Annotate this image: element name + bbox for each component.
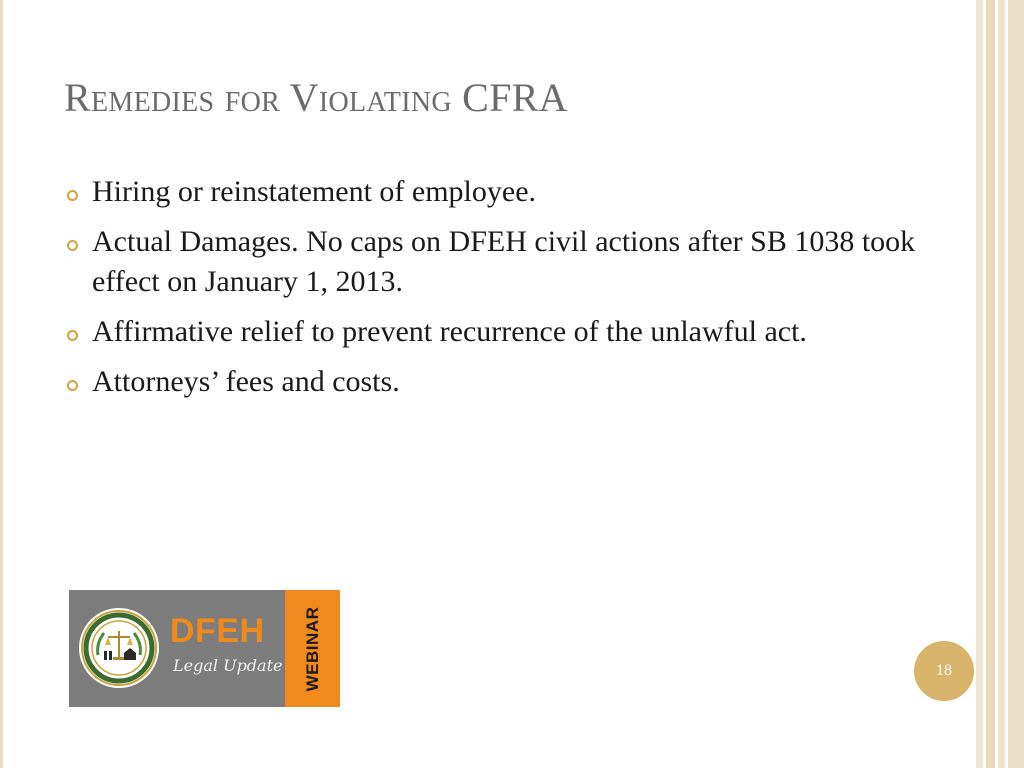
bullet-item (64, 222, 964, 302)
ring-bullet-icon (67, 240, 78, 251)
bullet-text: Actual Damages. No caps on DFEH civil actions after SB 1038 took effect on January 1, 2013. (92, 225, 916, 298)
dfeh-webinar-logo (69, 590, 340, 707)
bullet-text: Affirmative relief to prevent recurrence of the unlawful act. (92, 315, 807, 348)
bullet-text: Attorneys’ fees and costs. (92, 365, 400, 398)
logo-badge-text: WEBINAR (302, 606, 322, 691)
page-number: 18 (936, 662, 952, 679)
decorative-stripe (998, 0, 1005, 768)
decorative-stripe (976, 0, 983, 768)
logo-dfeh-text: DFEH (170, 612, 265, 650)
decorative-stripe (1008, 0, 1024, 768)
ring-bullet-icon (67, 330, 78, 341)
bullet-list (64, 172, 964, 412)
bullet-item (64, 312, 964, 352)
ring-bullet-icon (67, 380, 78, 391)
decorative-stripe (986, 0, 995, 768)
ring-bullet-icon (67, 190, 78, 201)
slide-title: Remedies for Violating CFRA (64, 75, 568, 120)
page-number-badge (914, 641, 974, 701)
bullet-text: Hiring or reinstatement of employee. (92, 175, 537, 208)
left-border (0, 0, 3, 768)
logo-badge-panel (285, 590, 340, 707)
dfeh-seal-icon (78, 607, 160, 689)
logo-subtitle: Legal Update (173, 656, 283, 675)
bullet-item (64, 172, 964, 212)
logo-main-panel (69, 590, 285, 707)
bullet-item (64, 362, 964, 402)
